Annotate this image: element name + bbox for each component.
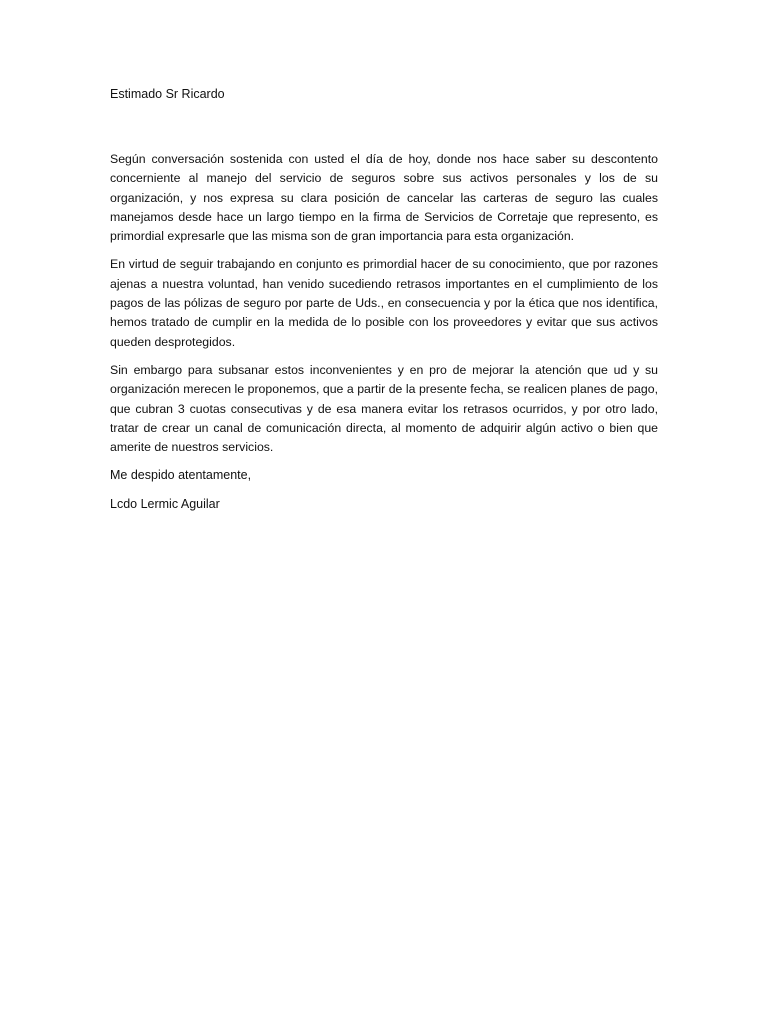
letter-signature: Lcdo Lermic Aguilar xyxy=(110,497,220,512)
letter-page xyxy=(110,85,658,514)
letter-paragraph: Sin embargo para subsanar estos inconvenientes y en pro de mejorar la atención que ud y su organización merecen le proponemos, que a partir de la presente fecha, se realicen planes de pago, que cubran 3 cuotas consecutivas y de esa manera evitar los retrasos ocurridos, y por otro lado, tratar de crear un canal de comunicación directa, al momento de adquirir algún activo o bien que amerite de nuestros servicios. xyxy=(110,362,658,455)
letter-paragraph: En virtud de seguir trabajando en conjunto es primordial hacer de su conocimiento, que por razones ajenas a nuestra voluntad, han venido sucediendo retrasos importantes en el cumplimiento de los pagos de las pólizas de seguro por parte de Uds., en consecuencia y por la ética que nos identifica, hemos tratado de cumplir en la medida de lo posible con los proveedores y evitar que sus activos queden desprotegidos. xyxy=(110,257,658,349)
letter-greeting: Estimado Sr Ricardo xyxy=(110,87,225,101)
letter-paragraph: Según conversación sostenida con usted el día de hoy, donde nos hace saber su descontento concerniente al manejo del servicio de seguros sobre sus activos personales y los de su organización, y nos expresa su clara posición de cancelar las carteras de seguro las cuales manejamos desde hace un largo tiempo en la firma de Servicios de Corretaje que represento, es primordial expresarle que las misma son de gran importancia para esta organización. xyxy=(110,152,658,244)
letter-closing: Me despido atentamente, xyxy=(110,468,252,483)
